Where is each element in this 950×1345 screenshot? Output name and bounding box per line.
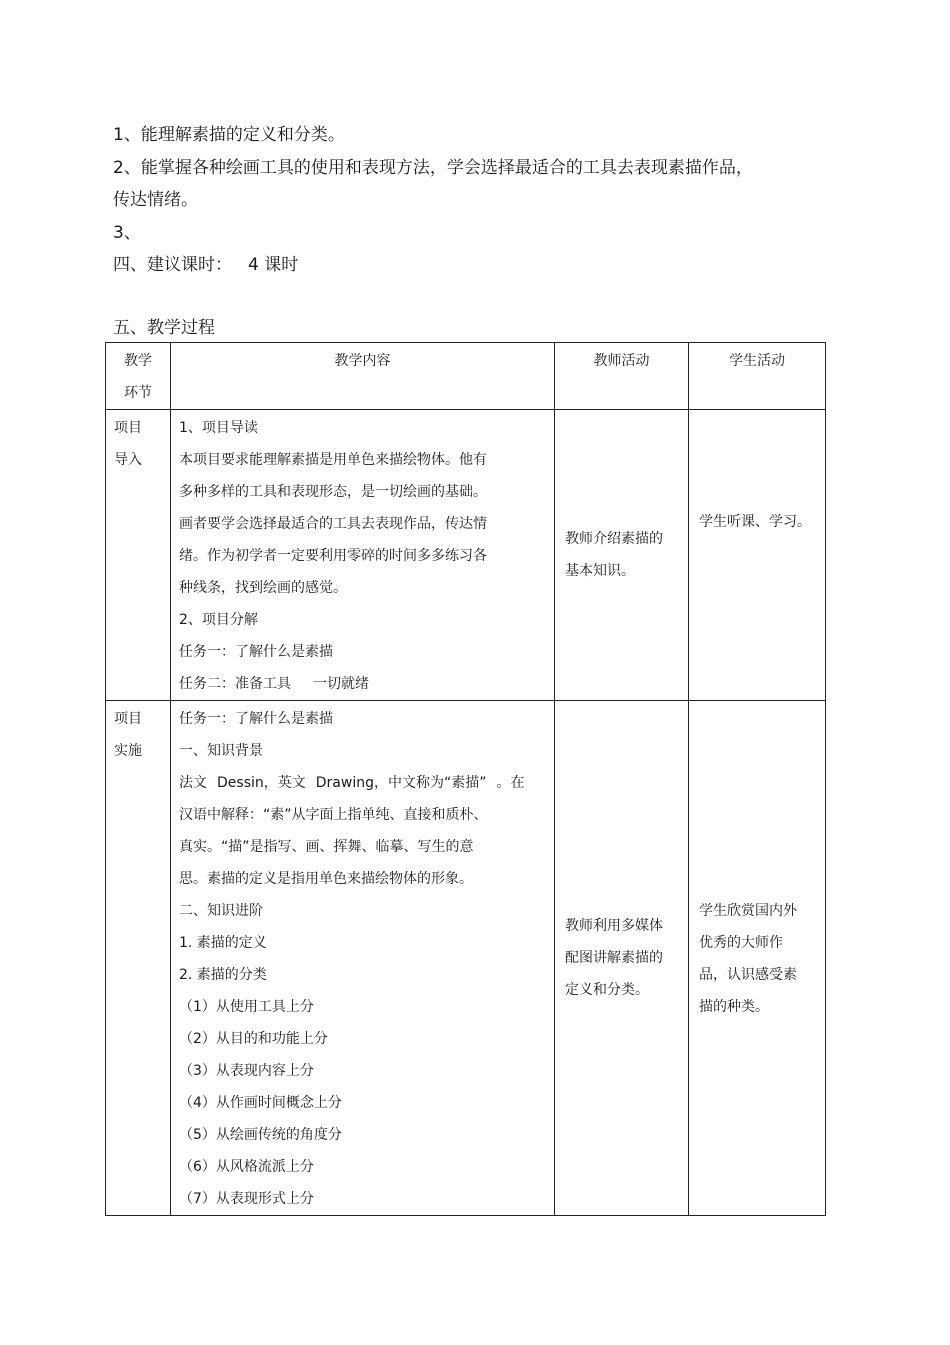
- teacher-line: 基本知识。: [565, 563, 635, 579]
- student-line: 学生欣赏国内外: [699, 903, 797, 919]
- stage-line-1: 项目: [114, 711, 142, 727]
- header-stage: [106, 343, 171, 410]
- content-line: [179, 767, 554, 799]
- section-4-value: 4 课时: [248, 255, 299, 275]
- content-line: （7）从表现形式上分: [179, 1191, 314, 1207]
- content-line: 多种多样的工具和表现形态，是一切绘画的基础。: [179, 484, 487, 500]
- content-line: 一、知识背景: [179, 743, 263, 759]
- content-line: （2）从目的和功能上分: [179, 1031, 328, 1047]
- stage-line-2: 实施: [114, 743, 142, 759]
- content-line: 汉语中解释：“素”从字面上指单纯、直接和质朴、: [179, 807, 488, 823]
- content-line: 二、知识进阶: [179, 903, 263, 919]
- section-4-heading: [113, 255, 298, 275]
- content-fragment: Dessin，英文: [217, 775, 306, 791]
- content-fragment: 任务二：准备工具: [179, 676, 291, 692]
- content-line: （4）从作画时间概念上分: [179, 1095, 342, 1111]
- header-stage-line-2: 环节: [124, 385, 152, 401]
- section-5-heading: 五、教学过程: [113, 318, 215, 338]
- content-line: 2、项目分解: [179, 612, 258, 628]
- stage-line-2: 导入: [114, 452, 142, 468]
- content-line: 真实。“描”是指写、画、挥舞、临摹、写生的意: [179, 839, 474, 855]
- objective-item-3: 3、: [113, 223, 141, 243]
- content-line: （5）从绘画传统的角度分: [179, 1127, 342, 1143]
- content-line: 任务一：了解什么是素描: [179, 644, 333, 660]
- content-line: （6）从风格流派上分: [179, 1159, 314, 1175]
- table-header-row: [106, 343, 826, 410]
- objective-item-2-line-1: 2、能掌握各种绘画工具的使用和表现方法，学会选择最适合的工具去表现素描作品，: [113, 158, 753, 178]
- content-line: 1、项目导读: [179, 420, 258, 436]
- objective-item-1: 1、能理解素描的定义和分类。: [113, 125, 345, 145]
- content-line: 本项目要求能理解素描是用单色来描绘物体。他有: [179, 452, 487, 468]
- teacher-line: 教师介绍素描的: [565, 531, 663, 547]
- table-row: [106, 410, 826, 701]
- teacher-line: 配图讲解素描的: [565, 950, 663, 966]
- teacher-cell: [555, 701, 689, 1216]
- section-4-title: 四、建议课时：: [113, 255, 232, 275]
- stage-line-1: 项目: [114, 420, 142, 436]
- stage-cell: [106, 701, 171, 1216]
- student-line: 优秀的大师作: [699, 935, 783, 951]
- student-line: 学生听课、学习。: [699, 514, 811, 530]
- header-student: 学生活动: [689, 343, 826, 410]
- content-fragment: Drawing，中文称为“素描”: [315, 775, 487, 791]
- content-line: 绪。作为初学者一定要利用零碎的时间多多练习各: [179, 548, 487, 564]
- content-fragment: 一切就绪: [313, 676, 369, 692]
- content-cell: [171, 410, 555, 701]
- content-fragment: 。在: [496, 775, 525, 791]
- student-line: 品，认识感受素: [699, 967, 797, 983]
- content-line: 思。素描的定义是指用单色来描绘物体的形象。: [179, 871, 473, 887]
- student-line: 描的种类。: [699, 999, 769, 1015]
- objective-item-2-line-2: 传达情绪。: [113, 190, 198, 210]
- content-line: （1）从使用工具上分: [179, 999, 314, 1015]
- teaching-process-table: [105, 342, 826, 1216]
- content-line: [179, 668, 554, 700]
- content-line: 2. 素描的分类: [179, 967, 267, 983]
- content-fragment: 法文: [179, 775, 207, 791]
- content-line: 画者要学会选择最适合的工具去表现作品，传达情: [179, 516, 487, 532]
- header-teacher: 教师活动: [555, 343, 689, 410]
- header-content: 教学内容: [171, 343, 555, 410]
- student-cell: [689, 410, 826, 701]
- student-cell: [689, 701, 826, 1216]
- content-line: 任务一：了解什么是素描: [179, 711, 333, 727]
- stage-cell: [106, 410, 171, 701]
- teacher-cell: [555, 410, 689, 701]
- content-cell: [171, 701, 555, 1216]
- teacher-line: 定义和分类。: [565, 982, 649, 998]
- content-line: （3）从表现内容上分: [179, 1063, 314, 1079]
- header-stage-line-1: 教学: [124, 353, 152, 369]
- content-line: 1. 素描的定义: [179, 935, 267, 951]
- content-line: 种线条，找到绘画的感觉。: [179, 580, 347, 596]
- teacher-line: 教师利用多媒体: [565, 918, 663, 934]
- table-row: [106, 701, 826, 1216]
